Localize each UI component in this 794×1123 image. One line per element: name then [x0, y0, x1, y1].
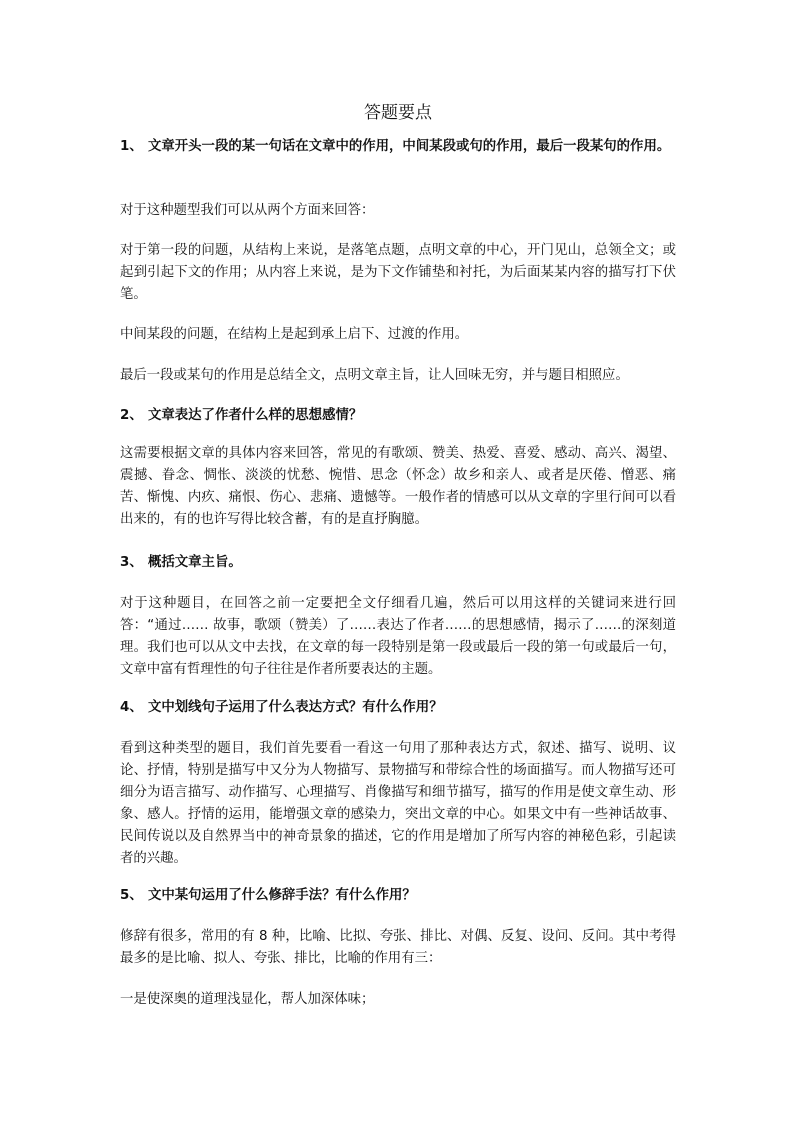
q1-paragraph-4: 最后一段或某句的作用是总结全文，点明文章主旨，让人回味无穷，并与题目相照应。	[120, 368, 629, 383]
question-2-heading	[120, 405, 676, 427]
question-text: 文中划线句子运用了什么表达方式？有什么作用？	[148, 700, 443, 715]
q4-paragraph-1: 看到这种类型的题目，我们首先要看一看这一句用了那种表达方式，叙述、描写、说明、议论、抒情，特别是描写中又分为人物描写、景物描写和带综合性的场面描写。而人物描写还可细分为语言描写、动作描写、心理描写、肖像描写和细节描写，描写的作用是使文章生动、形象、感人。抒情的运用，能增强文章的感染力，突出文章的中心。如果文中有一些神话故事、民间传说以及自然界当中的神奇景象的描述，它的作用是增加了所写内容的神秘色彩，引起读者的兴趣。	[120, 741, 676, 866]
q5-paragraph-1: 修辞有很多，常用的有 8 种，比喻、比拟、夸张、排比、对偶、反复、设问、反问。其中考得最多的是比喻、拟人、夸张、排比，比喻的作用有三：	[120, 929, 676, 966]
question-text: 文章表达了作者什么样的思想感情？	[148, 408, 363, 423]
question-text: 文中某句运用了什么修辞手法？有什么作用？	[148, 888, 416, 903]
question-4-heading	[120, 697, 676, 719]
question-1-heading	[120, 136, 676, 158]
question-number: 5、	[120, 888, 143, 903]
q3-paragraph-1: 对于这种题目，在回答之前一定要把全文仔细看几遍，然后可以用这样的关键词来进行回答：“通过…… 故事，歌颂（赞美）了……表达了作者……的思想感情，揭示了……的深刻道理。我们也可以从文中去找，在文章的每一段特别是第一段或最后一段的第一句或最后一句，文章中富有哲理性的句子往往是作者所要表达的主题。	[120, 596, 676, 677]
page-title: 答题要点	[364, 103, 432, 123]
question-text: 文章开头一段的某一句话在文章中的作用，中间某段或句的作用，最后一段某句的作用。	[148, 139, 671, 154]
question-number: 2、	[120, 408, 143, 423]
q2-paragraph-1: 这需要根据文章的具体内容来回答，常见的有歌颂、赞美、热爱、喜爱、感动、高兴、渴望、震撼、眷念、惆怅、淡淡的忧愁、惋惜、思念（怀念）故乡和亲人、或者是厌倦、憎恶、痛苦、惭愧、内疚、痛恨、伤心、悲痛、遗憾等。一般作者的情感可以从文章的字里行间可以看出来的，有的也许写得比较含蓄，有的是直抒胸臆。	[120, 446, 676, 527]
question-number: 3、	[120, 555, 143, 570]
question-number: 1、	[120, 139, 143, 154]
question-5-heading	[120, 885, 676, 907]
q1-paragraph-3: 中间某段的问题，在结构上是起到承上启下、过渡的作用。	[120, 327, 469, 342]
question-text: 概括文章主旨。	[148, 555, 242, 570]
q1-paragraph-1: 对于这种题型我们可以从两个方面来回答：	[120, 203, 375, 218]
q1-paragraph-2: 对于第一段的问题，从结构上来说，是落笔点题，点明文章的中心，开门见山，总领全文；或起到引起下文的作用；从内容上来说，是为下文作铺垫和衬托，为后面某某内容的描写打下伏笔。	[120, 243, 676, 302]
question-3-heading	[120, 552, 676, 574]
question-number: 4、	[120, 700, 143, 715]
q5-paragraph-2: 一是使深奥的道理浅显化，帮人加深体味；	[120, 992, 375, 1007]
